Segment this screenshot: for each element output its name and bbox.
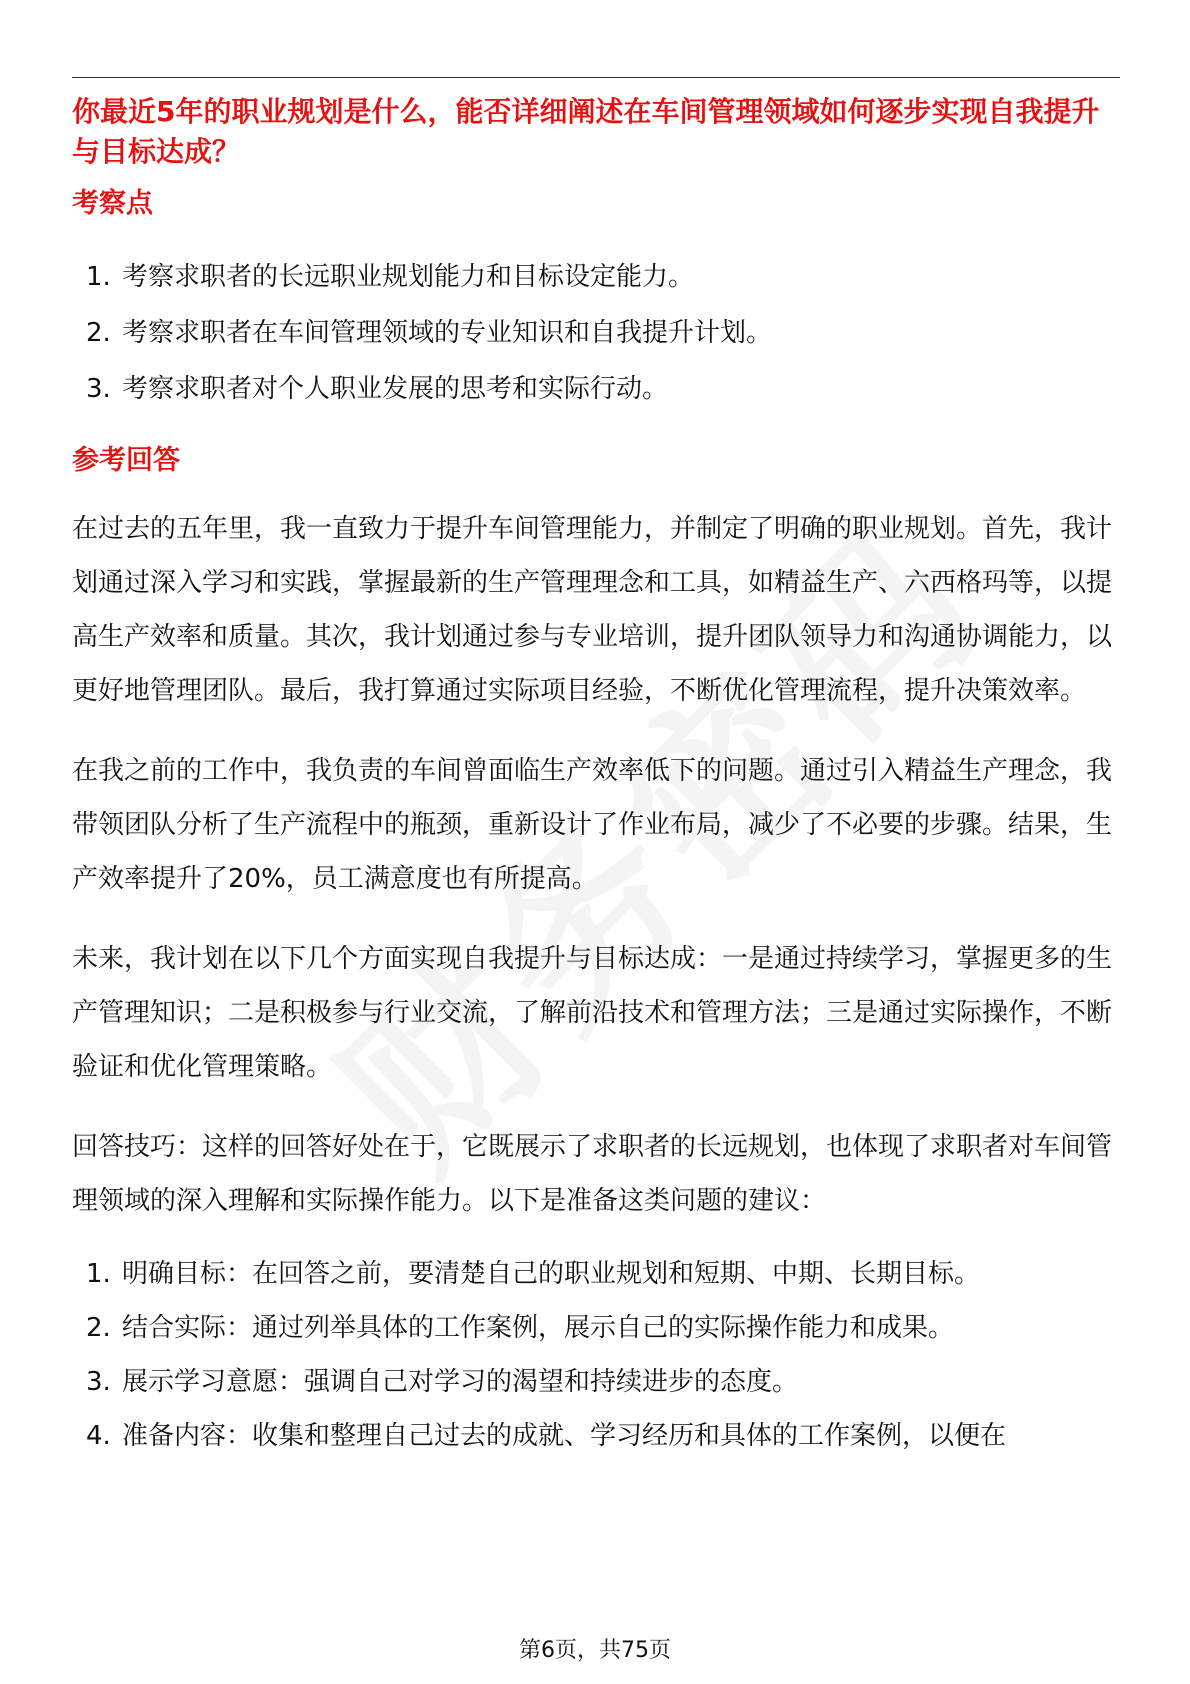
list-item	[72, 361, 1120, 417]
list-item	[72, 1247, 1120, 1301]
list-item	[72, 249, 1120, 305]
tips-intro-paragraph: 回答技巧：这样的回答好处在于，它既展示了求职者的长远规划，也体现了求职者对车间管理领域的深入理解和实际操作能力。以下是准备这类问题的建议：	[72, 1132, 1113, 1216]
list-text: 明确目标：在回答之前，要清楚自己的职业规划和短期、中期、长期目标。	[122, 1259, 981, 1289]
section-title-answer: 参考回答	[72, 445, 180, 476]
list-item	[72, 1409, 1120, 1463]
list-text: 考察求职者在车间管理领域的专业知识和自我提升计划。	[122, 318, 773, 348]
list-number: 3.	[86, 374, 111, 404]
header-rule	[72, 77, 1120, 78]
list-number: 1.	[86, 1259, 111, 1289]
page-number: 第6页，共75页	[519, 1638, 671, 1663]
list-number: 2.	[86, 1313, 111, 1343]
list-number: 4.	[86, 1421, 111, 1451]
list-text: 展示学习意愿：强调自己对学习的渴望和持续进步的态度。	[122, 1367, 799, 1397]
answer-paragraph: 未来，我计划在以下几个方面实现自我提升与目标达成：一是通过持续学习，掌握更多的生产管理知识；二是积极参与行业交流，了解前沿技术和管理方法；三是通过实际操作，不断验证和优化管理策略。	[72, 944, 1113, 1082]
answer-paragraph: 在过去的五年里，我一直致力于提升车间管理能力，并制定了明确的职业规划。首先，我计划通过深入学习和实践，掌握最新的生产管理理念和工具，如精益生产、六西格玛等，以提高生产效率和质量。其次，我计划通过参与专业培训，提升团队领导力和沟通协调能力，以更好地管理团队。最后，我打算通过实际项目经验，不断优化管理流程，提升决策效率。	[72, 514, 1113, 706]
section-title-examine: 考察点	[72, 188, 153, 219]
list-text: 考察求职者的长远职业规划能力和目标设定能力。	[122, 262, 695, 292]
list-number: 3.	[86, 1367, 111, 1397]
list-item	[72, 1301, 1120, 1355]
list-text: 准备内容：收集和整理自己过去的成就、学习经历和具体的工作案例，以便在	[122, 1421, 1007, 1451]
question-title: 你最近5年的职业规划是什么，能否详细阐述在车间管理领域如何逐步实现自我提升与目标达成？	[72, 95, 1100, 168]
list-text: 结合实际：通过列举具体的工作案例，展示自己的实际操作能力和成果。	[122, 1313, 955, 1343]
list-number: 1.	[86, 262, 111, 292]
content	[72, 92, 1120, 1463]
list-text: 考察求职者对个人职业发展的思考和实际行动。	[122, 374, 669, 404]
tips-list	[72, 1247, 1120, 1463]
answer-paragraph: 在我之前的工作中，我负责的车间曾面临生产效率低下的问题。通过引入精益生产理念，我带领团队分析了生产流程中的瓶颈，重新设计了作业布局，减少了不必要的步骤。结果，生产效率提升了20%，员工满意度也有所提高。	[72, 756, 1113, 894]
examine-points-list	[72, 249, 1120, 417]
list-item	[72, 305, 1120, 361]
list-item	[72, 1355, 1120, 1409]
list-number: 2.	[86, 318, 111, 348]
